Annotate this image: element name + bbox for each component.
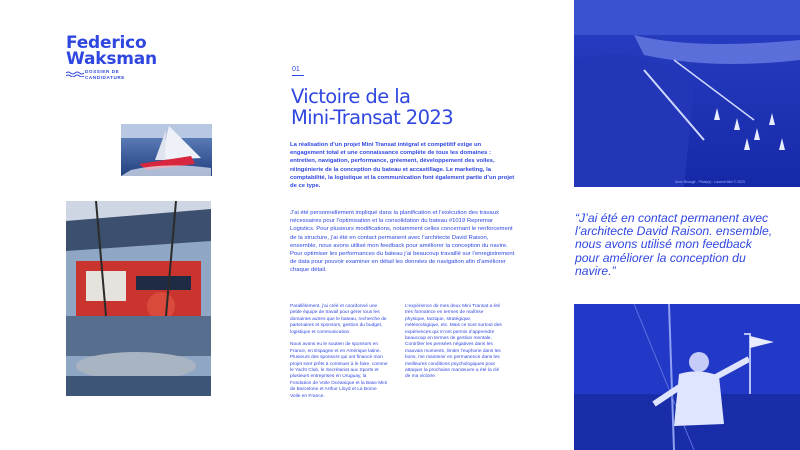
left-column-paragraph-2: Nous avons eu le soutien de sponsors en France, en Espagne et en Amérique latine. Plusieurs des sponsors qui ont financé mon projet sont prêts à continuer à le faire, comme le Yacht Club, le Secrétariat aux Sports et plusieurs entreprises en Uruguay, la Fondation de Voile Océanique et la Base Mini de Barcelone et Arthur Lloyd et La Borne Voile en France. — [290, 342, 388, 399]
title-line-1: Victoire de la — [291, 85, 411, 108]
harbor-aerial-photo — [574, 0, 800, 187]
logo-subtitle-2: CANDIDATURE — [85, 75, 125, 80]
logo-last-name: Waksman — [66, 49, 157, 69]
section-number: 01 — [292, 66, 300, 73]
section-divider — [292, 75, 304, 76]
pull-quote: “J’ai été en contact permanent avec l’architecte David Raison. ensemble, nous avons utilisé mon feedback pour améliorer la conception du navire.” — [575, 211, 773, 278]
right-column-paragraph-1: L’expérience de mes deux Mini Transat a été très formatrice en termes de maîtrise physique, tactique, stratégique, météorologique, etc. Mais ce sont surtout des expériences qui m’ont permis d’apprendre beaucoup en termes de gestion mentale. Contrôler les pensées négatives dans les mauvais moments, limiter l’euphorie dans les bons, me maintenir en permanence dans les meilleures conditions psychologiques pour attaquer la prochaine manœuvre a été la clé de ma victoire. — [405, 304, 502, 380]
logo-first-name: Federico — [66, 33, 147, 53]
lead-paragraph: La réalisation d’un projet Mini Transat intégral et compétitif exige un engagement total et une connaissance complète de tous les domaines : entretien, navigation, performance, gréement, développement des voiles, réingénierie de la conception du bateau et accastillage. Le marketing, la comptabilité, la logistique et la communication font également partie d’un projet de ce type. — [290, 142, 515, 190]
sailboat-photo — [121, 124, 212, 176]
logo-subtitle-1: DOSSIER DE — [85, 69, 120, 74]
boat-deck-photo — [66, 201, 211, 396]
left-column — [290, 304, 388, 406]
sailor-photo — [574, 304, 800, 450]
wave-icon — [66, 71, 84, 77]
title-line-2: Mini-Transat 2023 — [291, 106, 454, 129]
right-column — [405, 304, 503, 387]
page-title — [291, 86, 561, 128]
logo — [66, 35, 186, 81]
photo-caption: Anne Beaugé - Photo(s) : Laurent Mini © 2023 — [675, 180, 745, 184]
body-paragraph: J’ai été personnellement impliqué dans la planification et l’exécution des travaux nécessaires pour l’optimisation et la consolidation du bateau #1019 Repremar Logistics. Pour plusieurs modifications, notamment celles concernant le renforcement de la structure, j’ai été en contact permanent avec l’architecte David Raison, ensemble, nous avons utilisé mon feedback pour améliorer la conception du navire. Pour optimiser les performances du bateau j’ai beaucoup travaillé sur l’enregistrement de data pour pouvoir examiner en détail les données de navigation afin d’améliorer chaque détail. — [290, 210, 515, 274]
left-column-paragraph-1: Parallèlement, j’ai créé et coordonné une petite équipe de travail pour gérer tous les domaines autres que le bateau, recherche de partenaires et sponsors, gestion du budget, logistique et communication. — [290, 304, 387, 335]
